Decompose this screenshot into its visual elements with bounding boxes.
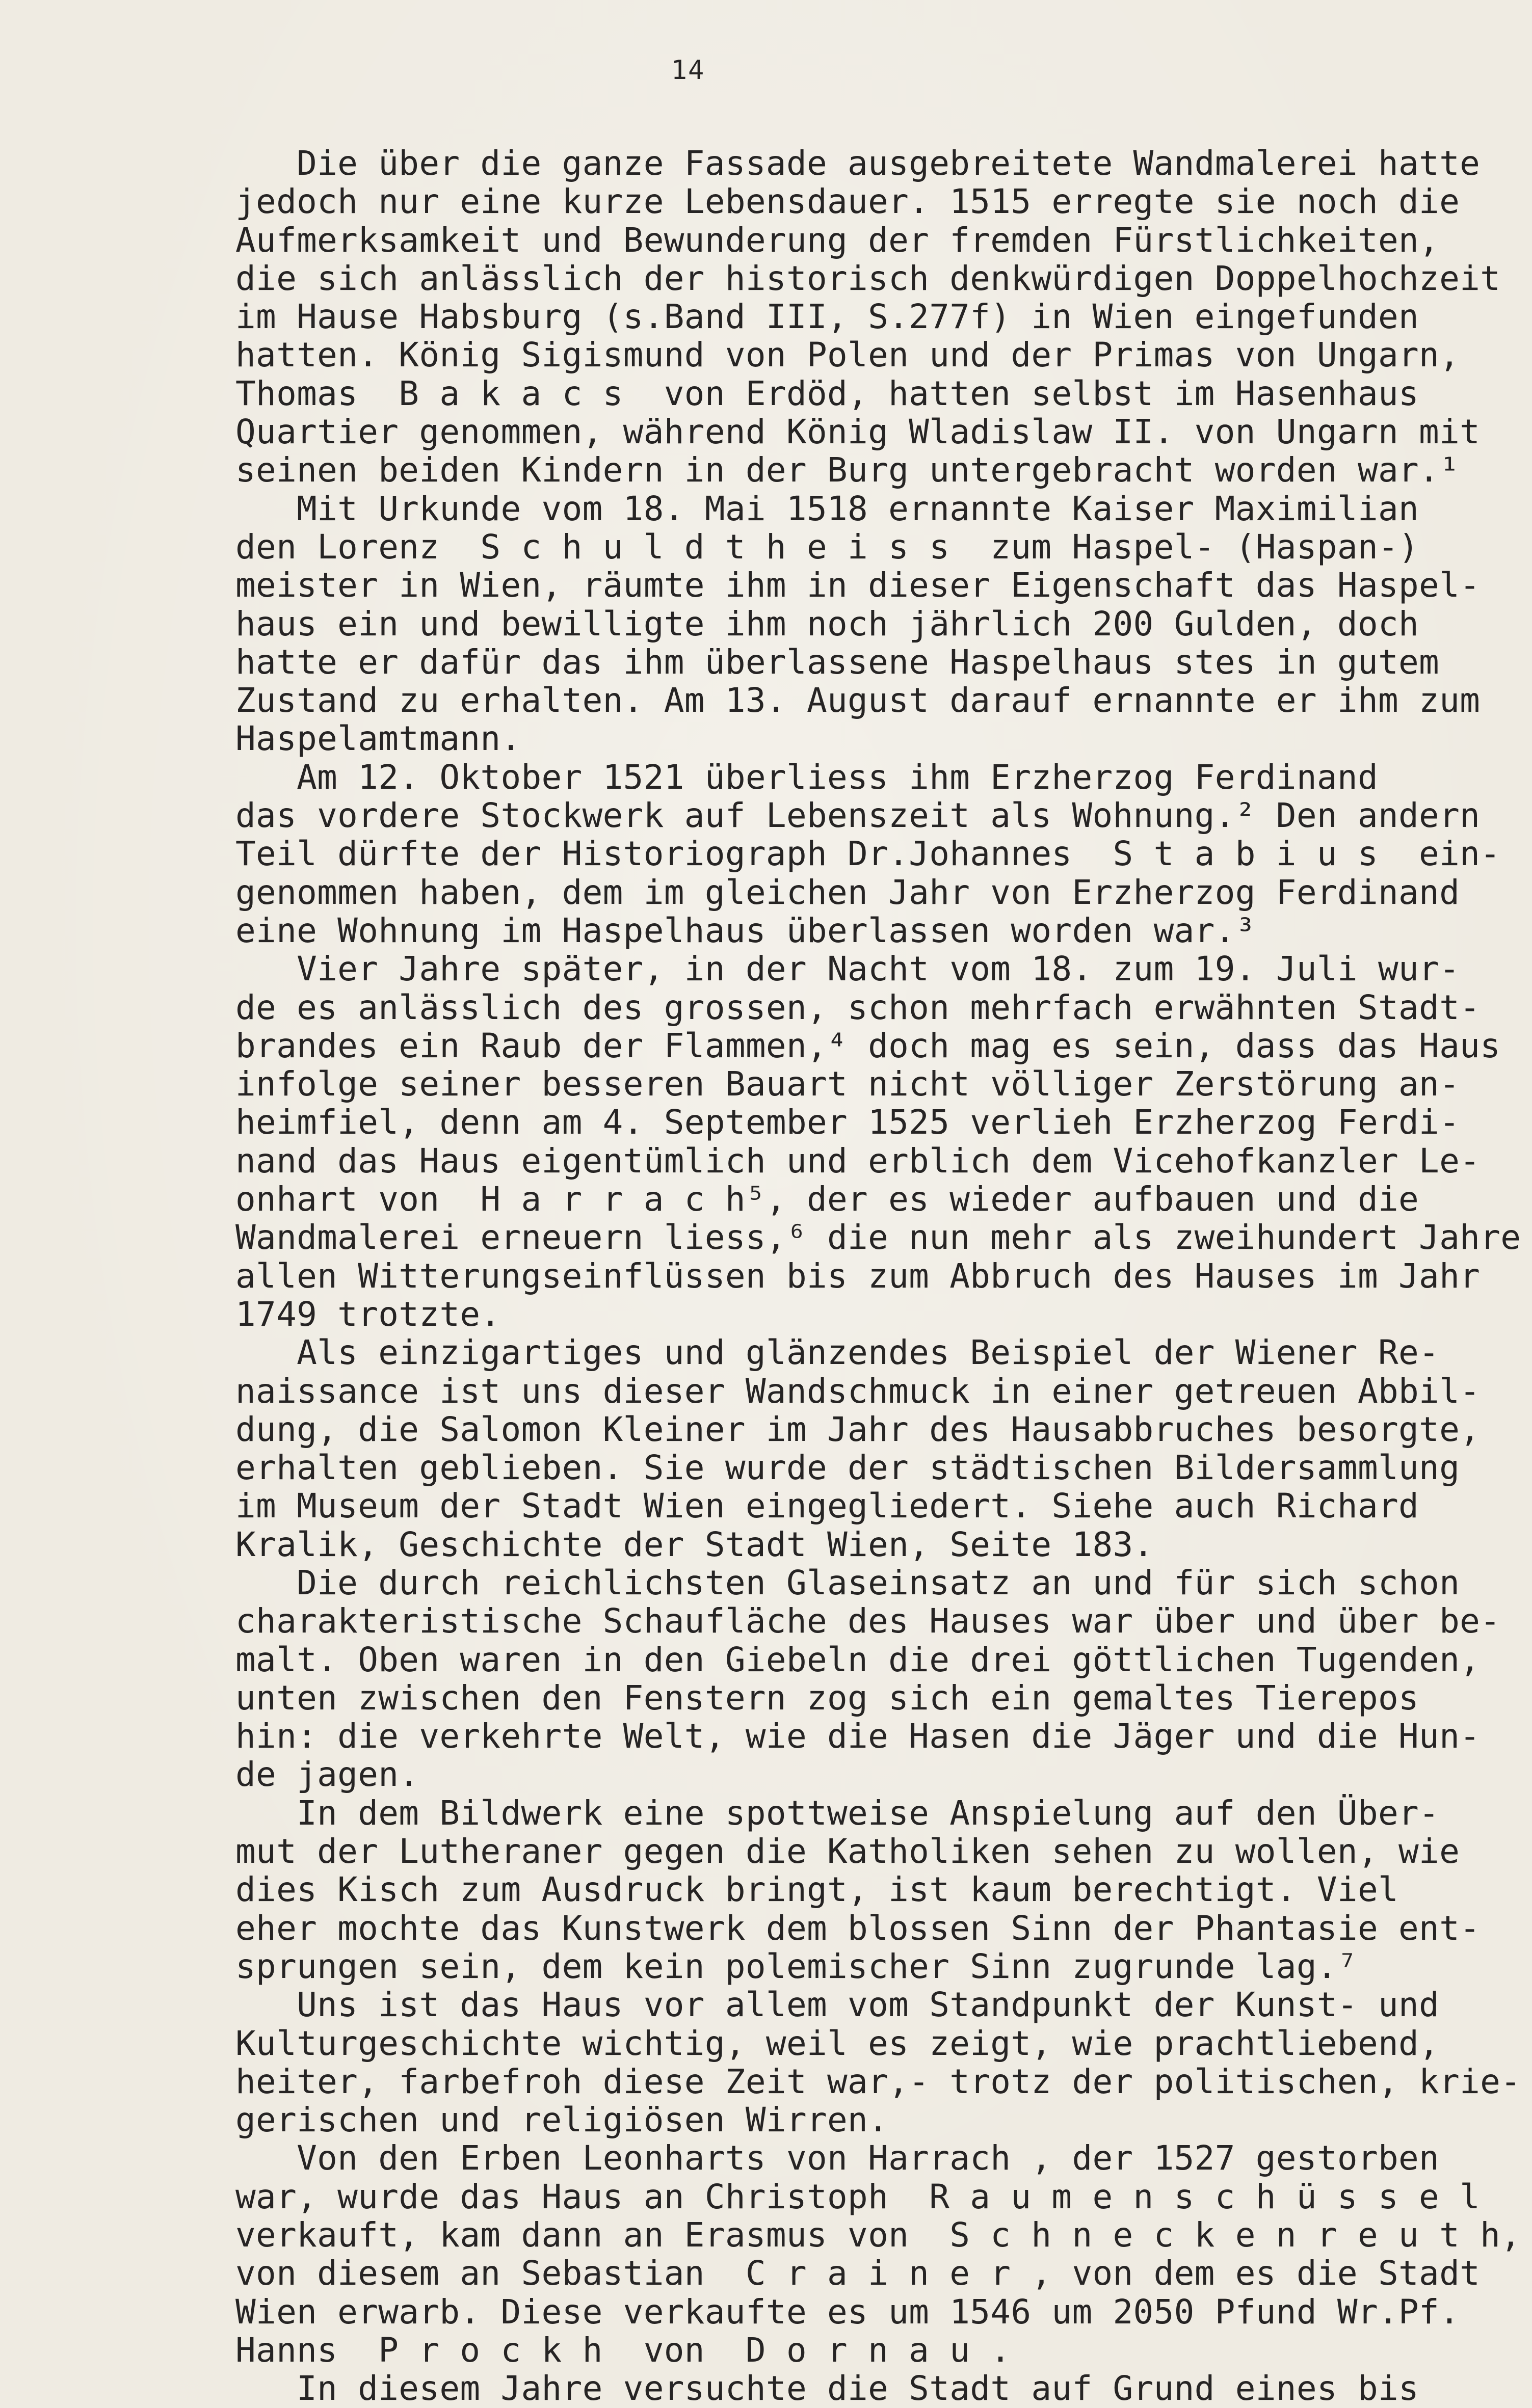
text-line: jedoch nur eine kurze Lebensdauer. 1515 erregte sie noch die <box>235 182 1460 222</box>
text-line: von diesem an Sebastian C r a i n e r , von dem es die Stadt <box>235 2254 1481 2293</box>
text-line: Am 12. Oktober 1521 überliess ihm Erzherzog Ferdinand <box>235 757 1378 797</box>
text-line: heimfiel, denn am 4. September 1525 verlieh Erzherzog Ferdi- <box>235 1103 1460 1142</box>
text-line: 1749 trotzte. <box>235 1294 501 1334</box>
text-line: infolge seiner besseren Bauart nicht völliger Zerstörung an- <box>235 1064 1460 1104</box>
text-line: de jagen. <box>235 1755 419 1795</box>
text-line: Die durch reichlichsten Glaseinsatz an und für sich schon <box>235 1563 1460 1602</box>
text-line: Hanns P r o c k h von D o r n a u . <box>235 2330 1011 2370</box>
text-line: heiter, farbefroh diese Zeit war,- trotz der politischen, krie- <box>235 2062 1521 2101</box>
text-line: im Museum der Stadt Wien eingegliedert. Siehe auch Richard <box>235 1486 1419 1526</box>
text-line: meister in Wien, räumte ihm in dieser Eigenschaft das Haspel- <box>235 566 1481 605</box>
text-line: hin: die verkehrte Welt, wie die Hasen die Jäger und die Hun- <box>235 1717 1481 1756</box>
text-line: Quartier genommen, während König Wladislaw II. von Ungarn mit <box>235 412 1481 452</box>
text-line: die sich anlässlich der historisch denkwürdigen Doppelhochzeit <box>235 258 1501 298</box>
text-line: nand das Haus eigentümlich und erblich dem Vicehofkanzler Le- <box>235 1141 1481 1181</box>
text-line: gerischen und religiösen Wirren. <box>235 2100 889 2140</box>
text-line: Zustand zu erhalten. Am 13. August darauf ernannte er ihm zum <box>235 681 1481 720</box>
text-line: haus ein und bewilligte ihm noch jährlich 200 Gulden, doch <box>235 604 1419 644</box>
text-line: Wien erwarb. Diese verkaufte es um 1546 um 2050 Pfund Wr.Pf. <box>235 2292 1460 2332</box>
text-line: Teil dürfte der Historiograph Dr.Johannes S t a b i u s ein- <box>235 834 1501 874</box>
text-line: das vordere Stockwerk auf Lebenszeit als Wohnung.² Den andern <box>235 796 1481 836</box>
text-line: hatte er dafür das ihm überlassene Haspelhaus stes in gutem <box>235 642 1440 682</box>
text-line: onhart von H a r r a c h⁵, der es wieder aufbauen und die <box>235 1180 1419 1219</box>
text-line: sprungen sein, dem kein polemischer Sinn zugrunde lag.⁷ <box>235 1946 1358 1986</box>
text-line: charakteristische Schaufläche des Hauses war über und über be- <box>235 1601 1501 1641</box>
text-line: Kralik, Geschichte der Stadt Wien, Seite 183. <box>235 1524 1154 1564</box>
text-line: verkauft, kam dann an Erasmus von S c h n e c k e n r e u t h, <box>235 2215 1521 2255</box>
text-line: Thomas B a k a c s von Erdöd, hatten selbst im Hasenhaus <box>235 373 1419 413</box>
text-line: In dem Bildwerk eine spottweise Anspielung auf den Über- <box>235 1793 1440 1833</box>
text-line: Als einzigartiges und glänzendes Beispiel der Wiener Re- <box>235 1333 1440 1373</box>
text-line: unten zwischen den Fenstern zog sich ein gemaltes Tierepos <box>235 1678 1419 1718</box>
text-line: allen Witterungseinflüssen bis zum Abbruch des Hauses im Jahr <box>235 1256 1481 1296</box>
text-line: dies Kisch zum Ausdruck bringt, ist kaum berechtigt. Viel <box>235 1870 1399 1910</box>
text-line: genommen haben, dem im gleichen Jahr von Erzherzog Ferdinand <box>235 872 1460 912</box>
text-line: malt. Oben waren in den Giebeln die drei göttlichen Tugenden, <box>235 1640 1481 1679</box>
page-number: 14 <box>671 55 705 86</box>
text-line: Die über die ganze Fassade ausgebreitete Wandmalerei hatte <box>235 144 1481 183</box>
text-line: dung, die Salomon Kleiner im Jahr des Hausabbruches besorgte, <box>235 1409 1481 1449</box>
text-line: Aufmerksamkeit und Bewunderung der fremden Fürstlichkeiten, <box>235 220 1440 260</box>
text-line: In diesem Jahre versuchte die Stadt auf Grund eines bis <box>235 2369 1419 2408</box>
text-line: im Hause Habsburg (s.Band III, S.277f) in Wien eingefunden <box>235 297 1419 337</box>
text-line: Wandmalerei erneuern liess,⁶ die nun mehr als zweihundert Jahre <box>235 1218 1521 1257</box>
text-line: Kulturgeschichte wichtig, weil es zeigt, wie prachtliebend, <box>235 2023 1440 2063</box>
text-line: Haspelamtmann. <box>235 719 521 759</box>
text-line: war, wurde das Haus an Christoph R a u m e n s c h ü s s e l <box>235 2177 1481 2216</box>
text-line: erhalten geblieben. Sie wurde der städtischen Bildersammlung <box>235 1448 1460 1488</box>
text-line: mut der Lutheraner gegen die Katholiken sehen zu wollen, wie <box>235 1832 1460 1871</box>
text-line: Mit Urkunde vom 18. Mai 1518 ernannte Kaiser Maximilian <box>235 489 1419 528</box>
text-line: hatten. König Sigismund von Polen und der Primas von Ungarn, <box>235 335 1460 375</box>
text-line: de es anlässlich des grossen, schon mehrfach erwähnten Stadt- <box>235 987 1481 1027</box>
text-line: Uns ist das Haus vor allem vom Standpunkt der Kunst- und <box>235 1985 1440 2025</box>
text-line: seinen beiden Kindern in der Burg untergebracht worden war.¹ <box>235 450 1460 490</box>
body-text <box>235 144 1520 2408</box>
text-line: Vier Jahre später, in der Nacht vom 18. zum 19. Juli wur- <box>235 949 1460 989</box>
text-line: eher mochte das Kunstwerk dem blossen Sinn der Phantasie ent- <box>235 1908 1481 1948</box>
text-line: brandes ein Raub der Flammen,⁴ doch mag es sein, dass das Haus <box>235 1026 1501 1065</box>
text-line: Von den Erben Leonharts von Harrach , der 1527 gestorben <box>235 2138 1440 2178</box>
text-line: eine Wohnung im Haspelhaus überlassen worden war.³ <box>235 911 1256 950</box>
text-line: naissance ist uns dieser Wandschmuck in einer getreuen Abbil- <box>235 1371 1481 1411</box>
text-line: den Lorenz S c h u l d t h e i s s zum Haspel- (Haspan-) <box>235 527 1419 567</box>
